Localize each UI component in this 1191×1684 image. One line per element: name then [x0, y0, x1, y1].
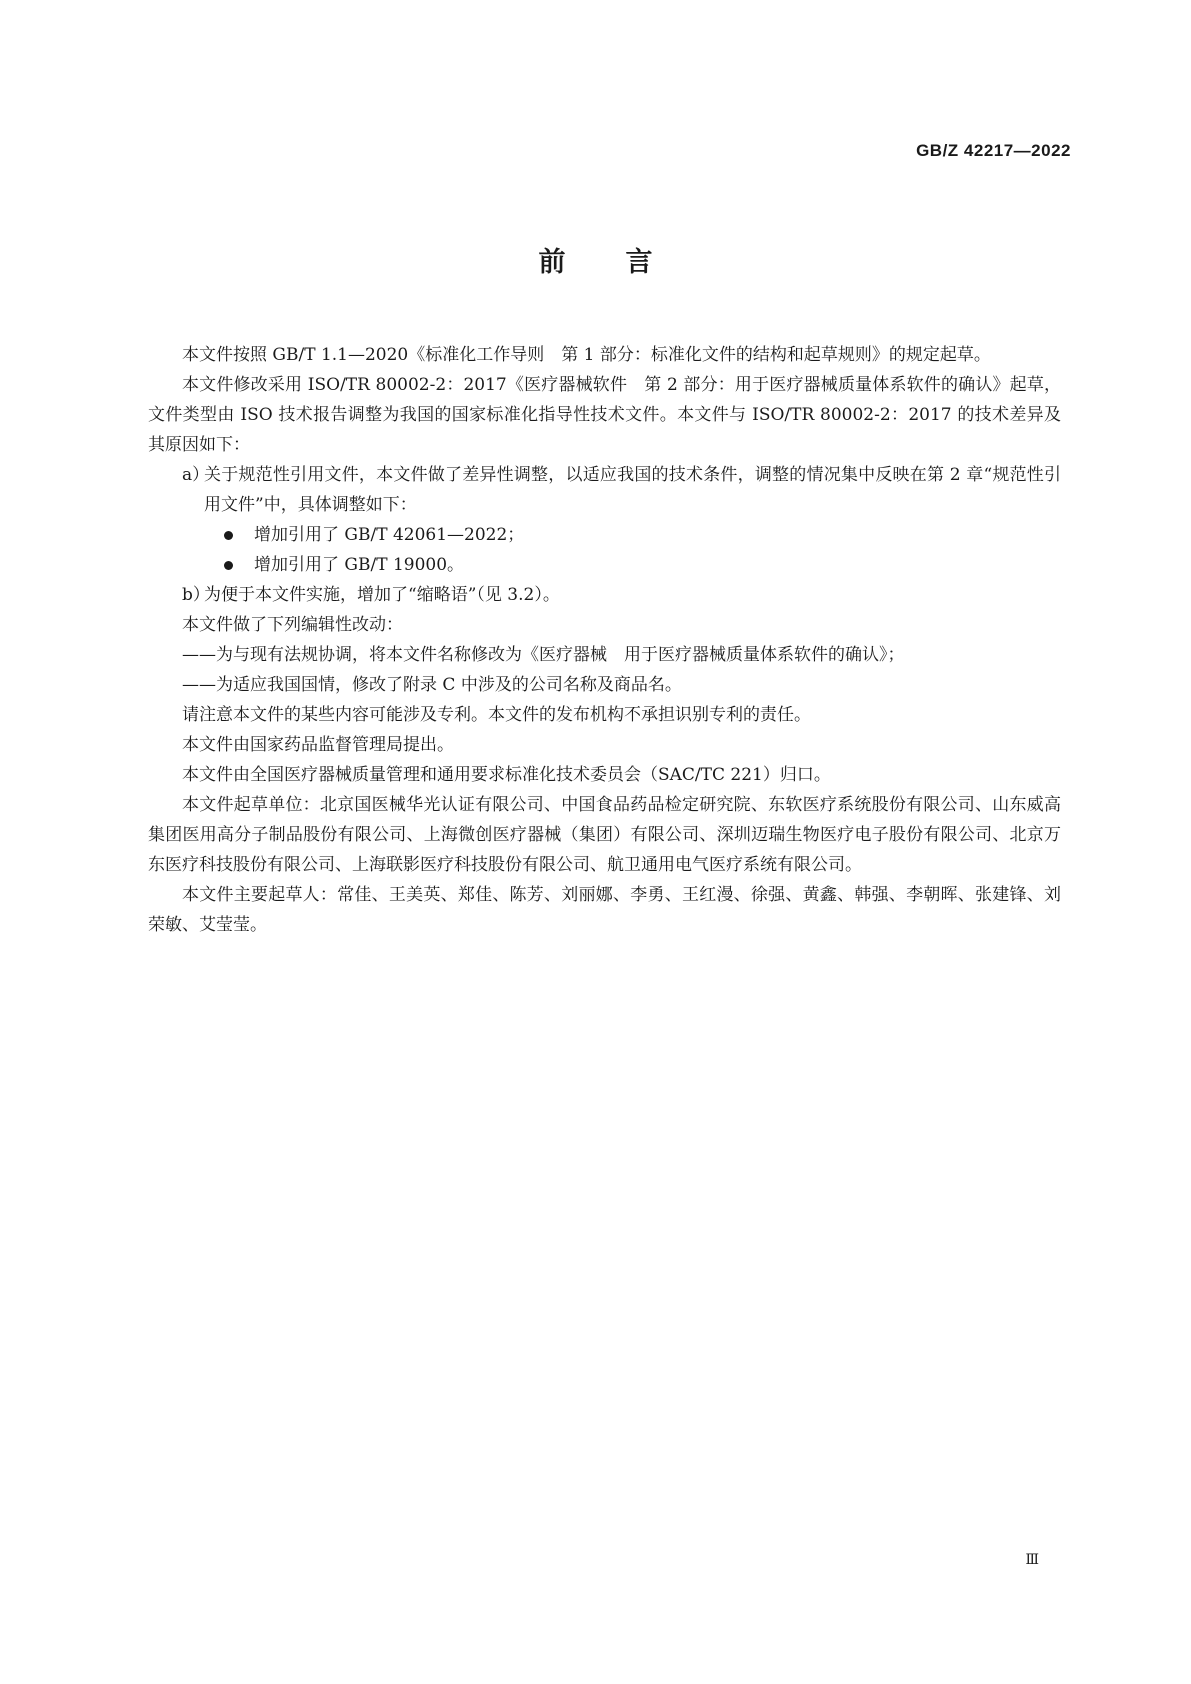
list-marker-a: a） — [182, 465, 210, 485]
list-item-a — [148, 460, 1061, 520]
paragraph-editorial-changes: 本文件做了下列编辑性改动： — [182, 615, 403, 635]
document-number: GB/Z 42217—2022 — [916, 141, 1071, 160]
paragraph-patent-notice: 请注意本文件的某些内容可能涉及专利。本文件的发布机构不承担识别专利的责任。 — [182, 705, 811, 725]
bullet-dot-icon — [224, 561, 233, 570]
list-item-b — [148, 580, 1061, 610]
paragraph-technical-committee: 本文件由全国医疗器械质量管理和通用要求标准化技术委员会（SAC/TC 221）归口。 — [182, 765, 831, 785]
paragraph-drafting-organizations: 本文件起草单位：北京国医械华光认证有限公司、中国食品药品检定研究院、东软医疗系统股份有限公司、山东威高集团医用高分子制品股份有限公司、上海微创医疗器械（集团）有限公司、深圳迈瑞生物医疗电子股份有限公司、北京万东医疗科技股份有限公司、上海联影医疗科技股份有限公司、航卫通用电气医疗系统有限公司。 — [148, 795, 1061, 875]
bullet-item-text: 增加引用了 GB/T 19000。 — [254, 555, 465, 575]
list-item-a-text: 关于规范性引用文件，本文件做了差异性调整，以适应我国的技术条件，调整的情况集中反映在第 2 章“规范性引用文件”中，具体调整如下： — [204, 465, 1061, 515]
paragraph-proposer: 本文件由国家药品监督管理局提出。 — [182, 735, 454, 755]
paragraph-adoption: 本文件修改采用 ISO/TR 80002-2：2017《医疗器械软件 第 2 部分：用于医疗器械质量体系软件的确认》起草，文件类型由 ISO 技术报告调整为我国的国家标准化指导性技术文件。本文件与 ISO/TR 80002-2：2017 的技术差异及其原因如下： — [148, 375, 1061, 455]
page-number: Ⅲ — [1025, 1552, 1039, 1568]
bullet-dot-icon — [224, 531, 233, 540]
list-marker-b: b） — [182, 585, 210, 605]
dash-item: ——为适应我国国情，修改了附录 C 中涉及的公司名称及商品名。 — [182, 675, 682, 695]
bullet-item — [148, 520, 1061, 550]
bullet-item-text: 增加引用了 GB/T 42061—2022； — [254, 525, 525, 545]
paragraph-drafters: 本文件主要起草人：常佳、王美英、郑佳、陈芳、刘丽娜、李勇、王红漫、徐强、黄鑫、韩强、李朝晖、张建锋、刘荣敏、艾莹莹。 — [148, 885, 1061, 935]
bullet-item — [148, 550, 1061, 580]
foreword-body — [148, 340, 1061, 940]
dash-item: ——为与现有法规协调，将本文件名称修改为《医疗器械 用于医疗器械质量体系软件的确认》； — [182, 645, 905, 665]
page-title: 前言 — [538, 247, 713, 278]
paragraph-drafting-rules: 本文件按照 GB/T 1.1—2020《标准化工作导则 第 1 部分：标准化文件的结构和起草规则》的规定起草。 — [182, 345, 991, 365]
list-item-b-text: 为便于本文件实施，增加了“缩略语”（见 3.2）。 — [204, 585, 560, 605]
